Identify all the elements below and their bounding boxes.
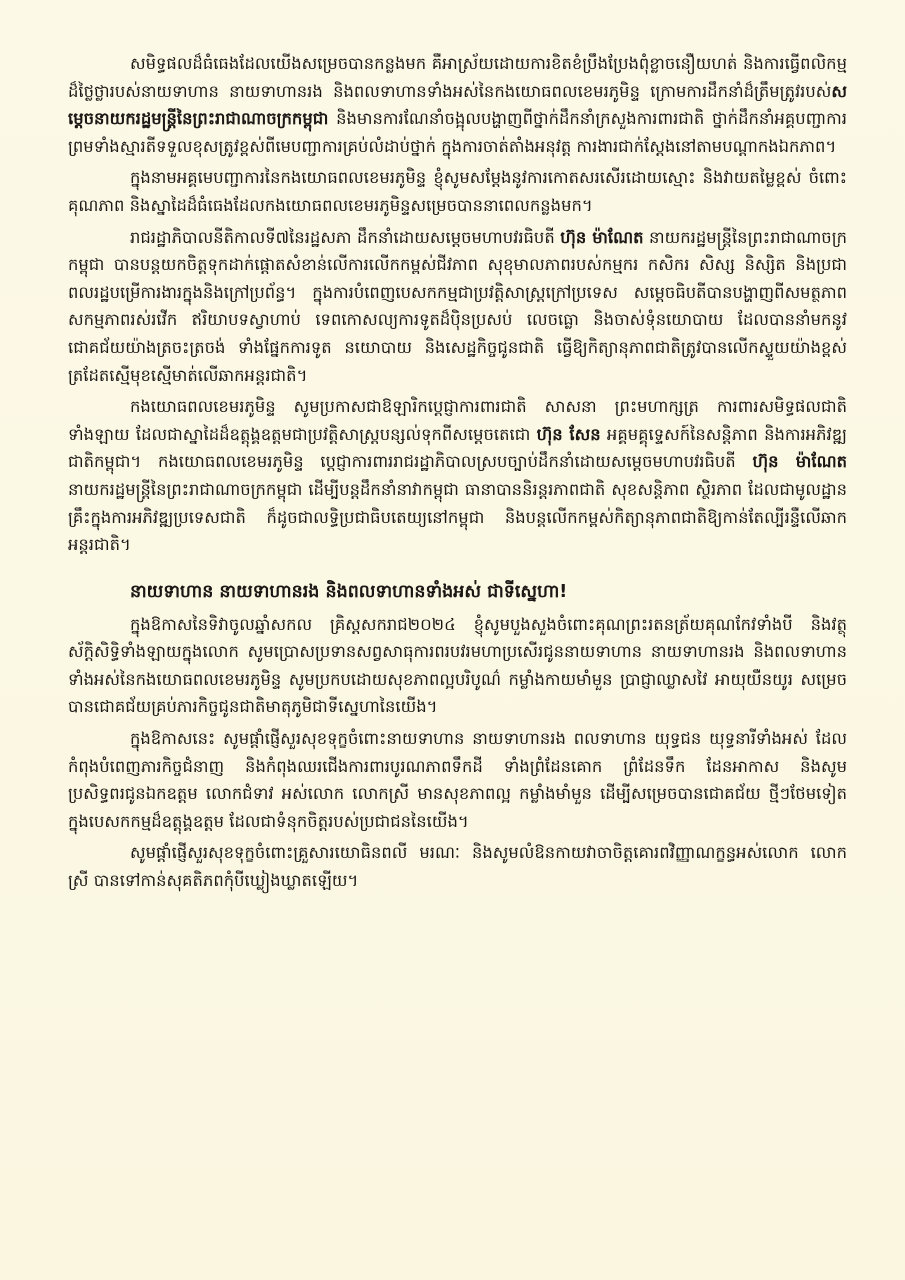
section-heading: នាយទាហាន នាយទាហានរង និងពលទាហានទាំងអស់ ជាទីស្នេហា! — [130, 581, 568, 602]
paragraph-text: និងមានការណែនាំចង្អុលបង្ហាញពីថ្នាក់ដឹកនាំក្រសួងការពារជាតិ ថ្នាក់ដឹកនាំអគ្គបញ្ជាការ ព្រមទាំងស្មារតីទទួលខុសត្រូវខ្ពស់ពីមេបញ្ជាការគ្រប់លំដាប់ថ្នាក់ ក្នុងការចាត់តាំងអនុវត្ត ការងារជាក់ស្តែងនៅតាមបណ្តាកងឯកភាព។ — [68, 109, 847, 156]
paragraph-text: អគ្គមគ្គុទ្ទេសក៍នៃសន្តិភាព និងការអភិវឌ្ឍជាតិកម្ពុជា។ កងយោធពលខេមរភូមិន្ទ ប្តេជ្ញាការពាររាជរដ្ឋាភិបាលស្របច្បាប់ដឹកនាំដោយសម្តេចមហាបវរធិបតី — [68, 424, 847, 472]
paragraph-government — [68, 224, 847, 390]
paragraph-text: កងយោធពលខេមរភូមិន្ទ សូមប្រកាសជាឱឡារិកប្តេជ្ញាការពារជាតិ សាសនា ព្រះមហាក្សត្រ ការពារសមិទ្ធផលជាតិទាំងឡាយ ដែលជាស្នាដៃដ៏ឧត្តុង្គឧត្តមជាប្រវត្តិសាស្ត្របន្សល់ទុកពីសម្តេចតេជោ — [68, 397, 847, 444]
paragraph-achievements — [68, 50, 847, 160]
paragraph-text: រាជរដ្ឋាភិបាលនីតិកាលទី៧នៃរដ្ឋសភា ដឹកនាំដោយសម្តេចមហាបវរធិបតី — [130, 227, 561, 247]
paragraph-text: នាយករដ្ឋមន្ត្រីនៃព្រះរាជាណាចក្រកម្ពុជា បានបន្តយកចិត្តទុកដាក់ផ្តោតសំខាន់លើការលើកកម្ពស់ជីវភាព សុខុមាលភាពរបស់កម្មករ កសិករ សិស្ស និស្សិត និងប្រជាពលរដ្ឋបម្រើការងារក្នុងនិងក្រៅប្រព័ន្ធ។ ក្នុងការបំពេញបេសកកម្មជាប្រវត្តិសាស្ត្រក្រៅប្រទេស សម្តេចធិបតីបានបង្ហាញពីសមត្ថភាព សកម្មភាពរស់រវើក ឥរិយាបទស្វាហាប់ ទេពកោសល្យការទូតដ៏ប៉ិនប្រសប់ លេចធ្លោ និងចាស់ទុំនយោបាយ ដែលបាននាំមកនូវជោគជ័យយ៉ាងត្រចះត្រចង់ ទាំងផ្នែកការទូត នយោបាយ និងសេដ្ឋកិច្ចជូនជាតិ ធ្វើឱ្យកិត្យានុភាពជាតិត្រូវបានលើកស្ទួយយ៉ាងខ្ពស់ត្រដែតស្មើមុខស្មើមាត់លើឆាកអន្តរជាតិ។ — [68, 227, 847, 385]
name-hun-manet: ហ៊ុន ម៉ាណែត — [752, 452, 847, 472]
prime-minister-title: សម្តេចនាយករដ្ឋមន្ត្រីនៃព្រះរាជាណាចក្រកម្ពុជា — [68, 81, 847, 129]
paragraph-condolences: សូមផ្តាំផ្ញើសួរសុខទុក្ខចំពោះគ្រួសារយោធិនពលី មរណៈ និងសូមលំឱនកាយវាចាចិត្តគោរពវិញ្ញាណក្ខន្ធអស់លោក លោកស្រី បានទៅកាន់សុគតិភពកុំបីឃ្លៀងឃ្លាតឡើយ។ — [68, 843, 847, 891]
paragraph-greetings: ក្នុងឱកាសនេះ សូមផ្តាំផ្ញើសួរសុខទុក្ខចំពោះនាយទាហាន នាយទាហានរង ពលទាហាន យុទ្ធជន យុទ្ធនារីទាំងអស់ ដែលកំពុងបំពេញភារកិច្ចជំនាញ និងកំពុងឈរជើងការពារបូរណភាពទឹកដី ទាំងព្រំដែនគោក ព្រំដែនទឹក ដែនអាកាស និងសូមប្រសិទ្ធពរជូនឯកឧត្តម លោកជំទាវ អស់លោក លោកស្រី មានសុខភាពល្អ កម្លាំងមាំមួន ដើម្បីសម្រេចបានជោគជ័យ ថ្មីៗថែមទៀតក្នុងបេសកកម្មដ៏ឧត្តុង្គឧត្តម ដែលជាទំនុកចិត្តរបស់ប្រជាជននៃយើង។ — [68, 729, 847, 831]
name-hun-manet: ហ៊ុន ម៉ាណែត — [560, 227, 644, 247]
paragraph-new-year-wishes: ក្នុងឱកាសនៃទិវាចូលឆ្នាំសកល គ្រិស្តសករាជ២០២៤ ខ្ញុំសូមបួងសួងចំពោះគុណព្រះរតនត្រ័យគុណកែវទាំងបី និងវត្ថុស័ក្តិសិទ្ធិទាំងឡាយក្នុងលោក សូមប្រោសប្រទានសព្វសាធុការពរបវរមហាប្រសើរជូននាយទាហាន នាយទាហានរង និងពលទាហានទាំងអស់នៃកងយោធពលខេមរភូមិន្ទ សូមប្រកបដោយសុខភាពល្អបរិបូណ៌ កម្លាំងកាយមាំមួន ប្រាជ្ញាឈ្លាសវៃ អាយុយឺនយូរ សម្រេចបានជោគជ័យគ្រប់ភារកិច្ចជូនជាតិមាតុភូមិជាទីស្នេហានៃយើង។ — [68, 614, 847, 717]
paragraph-text: សមិទ្ធផលដ៏ធំធេងដែលយើងសម្រេចបានកន្លងមក គឺអាស្រ័យដោយការខិតខំប្រឹងប្រែងពុំខ្លាចនឿយហត់ និងការធ្វើពលិកម្មដ៏ថ្លៃថ្លារបស់នាយទាហាន នាយទាហានរង និងពលទាហានទាំងអស់នៃកងយោធពលខេមរភូមិន្ទ ក្រោមការដឹកនាំដ៏ត្រឹមត្រូវរបស់ — [68, 54, 847, 101]
paragraph-pledge — [68, 393, 847, 559]
paragraph-commendation: ក្នុងនាមអគ្គមេបញ្ជាការនៃកងយោធពលខេមរភូមិន្ទ ខ្ញុំសូមសម្តែងនូវការកោតសរសើរដោយស្មោះ និងវាយតម្លៃខ្ពស់ ចំពោះគុណភាព និងស្នាដៃដ៏ធំធេងដែលកងយោធពលខេមរភូមិន្ទសម្រេចបាននាពេលកន្លងមក។ — [68, 168, 847, 215]
name-hun-sen: ហ៊ុន សែន — [536, 424, 601, 444]
paragraph-text: នាយករដ្ឋមន្ត្រីនៃព្រះរាជាណាចក្រកម្ពុជា ដើម្បីបន្តដឹកនាំនាវាកម្ពុជា ធានាបាននិរន្តរភាពជាតិ សុខសន្តិភាព ស្ថិរភាព ដែលជាមូលដ្ឋានគ្រឹះក្នុងការអភិវឌ្ឍប្រទេសជាតិ ក៏ដូចជាលទ្ធិប្រជាធិបតេយ្យនៅកម្ពុជា និងបន្តលើកកម្ពស់កិត្យានុភាពជាតិឱ្យកាន់តែល្បីរន្ទឺលើឆាកអន្តរជាតិ។ — [68, 479, 847, 555]
